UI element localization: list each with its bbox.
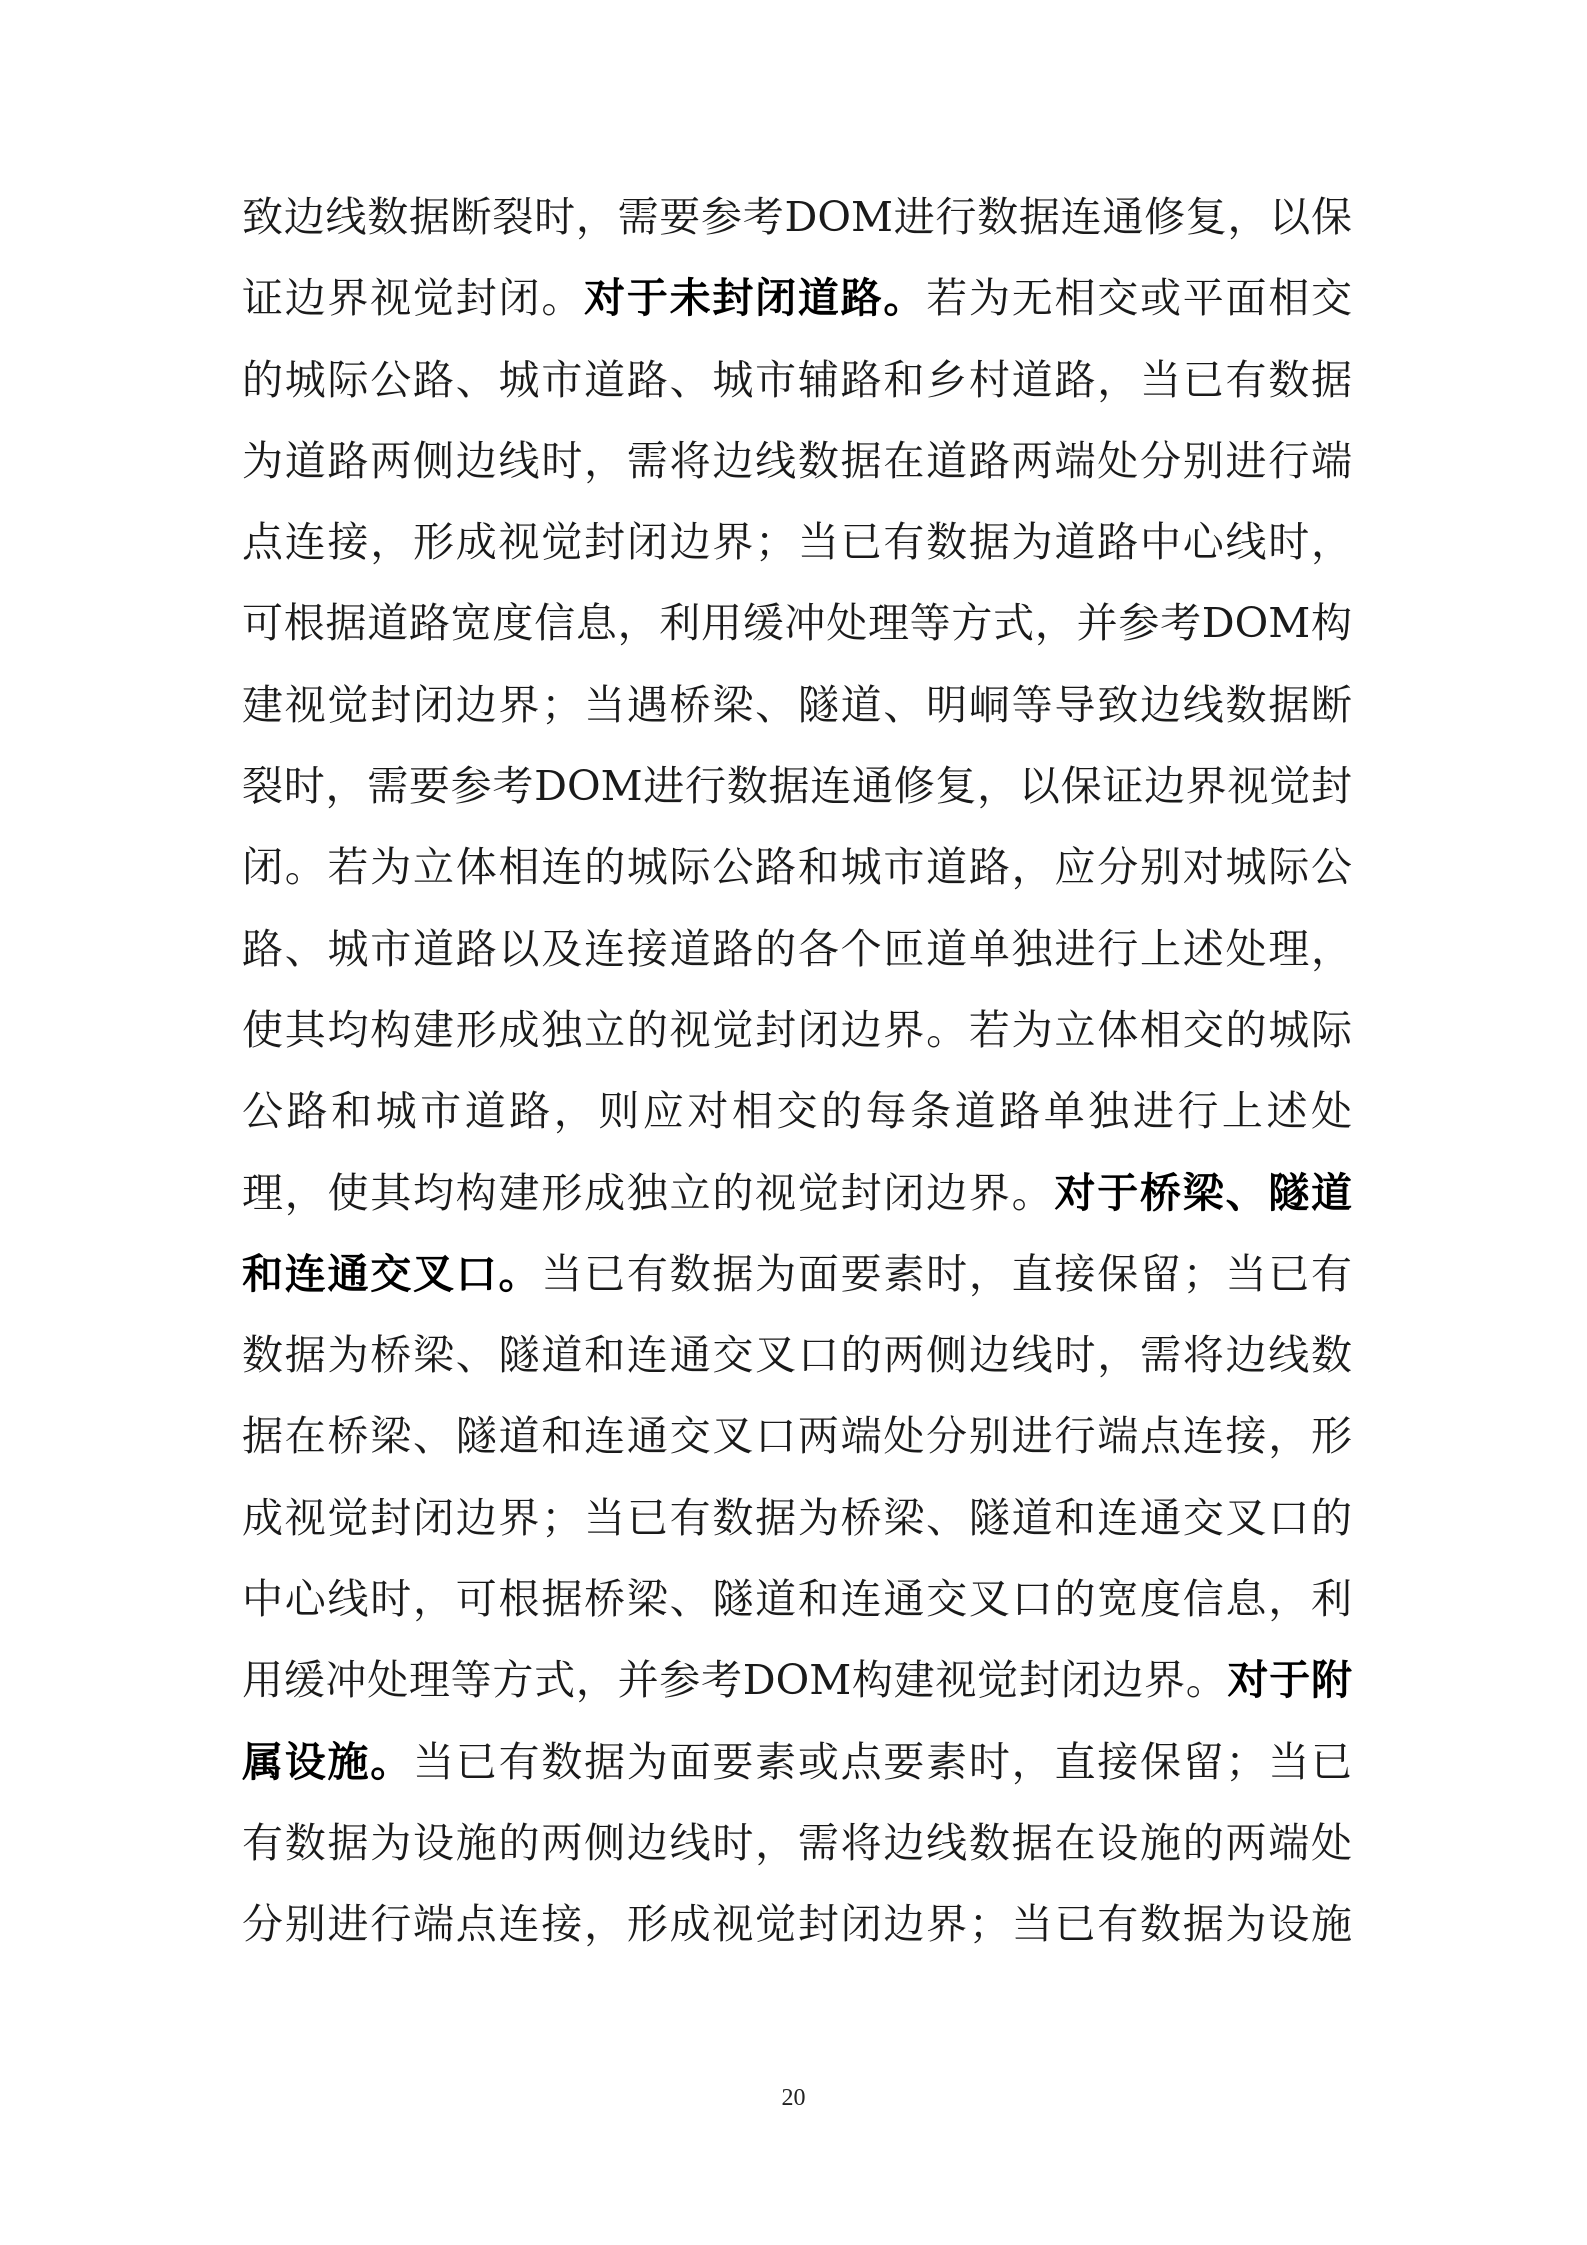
text-line: [242, 502, 1352, 583]
text-line: [242, 340, 1352, 421]
text-run: 据在桥梁、隧道和连通交叉口两端处分别进行端点连接，形: [242, 1412, 1352, 1461]
text-line: [242, 1478, 1352, 1559]
text-line: [242, 258, 1352, 339]
text-run: 分别进行端点连接，形成视觉封闭边界；当已有数据为设施: [242, 1900, 1352, 1949]
text-run: 路、城市道路以及连接道路的各个匝道单独进行上述处理，: [242, 924, 1352, 973]
text-line: [242, 1803, 1352, 1884]
text-run: 中心线时，可根据桥梁、隧道和连通交叉口的宽度信息，利: [242, 1575, 1352, 1624]
text-line: [242, 1559, 1352, 1640]
text-line: [242, 827, 1352, 908]
text-run: 使其均构建形成独立的视觉封闭边界。若为立体相交的城际: [242, 1005, 1352, 1054]
bold-heading-run: 对于桥梁、隧道: [1054, 1168, 1353, 1217]
bold-heading-run: 和连通交叉口。: [242, 1249, 542, 1298]
bold-heading-run: 对于未封闭道路。: [584, 274, 927, 323]
text-run: 成视觉封闭边界；当已有数据为桥梁、隧道和连通交叉口的: [242, 1493, 1352, 1542]
text-line: [242, 177, 1352, 258]
text-line: [242, 583, 1352, 664]
text-run: 为道路两侧边线时，需将边线数据在道路两端处分别进行端: [242, 436, 1352, 485]
text-run: 理，使其均构建形成独立的视觉封闭边界。: [242, 1168, 1055, 1217]
bold-heading-run: 属设施。: [242, 1737, 414, 1786]
text-run: 点连接，形成视觉封闭边界；当已有数据为道路中心线时，: [242, 518, 1352, 567]
text-line: [242, 1153, 1352, 1234]
text-run: 闭。若为立体相连的城际公路和城市道路，应分别对城际公: [242, 843, 1352, 892]
bold-heading-run: 对于附: [1227, 1656, 1353, 1705]
text-run: 证边界视觉封闭。: [242, 274, 585, 323]
text-line: [242, 1884, 1352, 1965]
text-run: 裂时，需要参考DOM进行数据连通修复，以保证边界视觉封: [242, 762, 1352, 811]
text-line: [242, 1396, 1352, 1477]
text-run: 当已有数据为面要素或点要素时，直接保留；当已: [413, 1737, 1353, 1786]
text-run: 公路和城市道路，则应对相交的每条道路单独进行上述处: [242, 1087, 1352, 1136]
text-run: 的城际公路、城市道路、城市辅路和乡村道路，当已有数据: [242, 355, 1352, 404]
text-run: 有数据为设施的两侧边线时，需将边线数据在设施的两端处: [242, 1818, 1352, 1867]
text-run: 当已有数据为面要素时，直接保留；当已有: [541, 1249, 1353, 1298]
text-line: [242, 990, 1352, 1071]
text-line: [242, 1071, 1352, 1152]
text-line: [242, 1315, 1352, 1396]
text-run: 若为无相交或平面相交: [926, 274, 1353, 323]
text-run: 数据为桥梁、隧道和连通交叉口的两侧边线时，需将边线数: [242, 1331, 1352, 1380]
text-line: [242, 746, 1352, 827]
body-paragraph: [242, 177, 1352, 1966]
page-number: 20: [781, 2085, 806, 2111]
text-run: 可根据道路宽度信息，利用缓冲处理等方式，并参考DOM构: [242, 599, 1352, 648]
text-line: [242, 1640, 1352, 1721]
text-run: 用缓冲处理等方式，并参考DOM构建视觉封闭边界。: [242, 1656, 1228, 1705]
text-run: 建视觉封闭边界；当遇桥梁、隧道、明峒等导致边线数据断: [242, 680, 1352, 729]
text-line: [242, 421, 1352, 502]
text-line: [242, 665, 1352, 746]
text-line: [242, 1234, 1352, 1315]
text-run: 致边线数据断裂时，需要参考DOM进行数据连通修复，以保: [242, 193, 1352, 241]
text-line: [242, 909, 1352, 990]
text-line: [242, 1722, 1352, 1803]
